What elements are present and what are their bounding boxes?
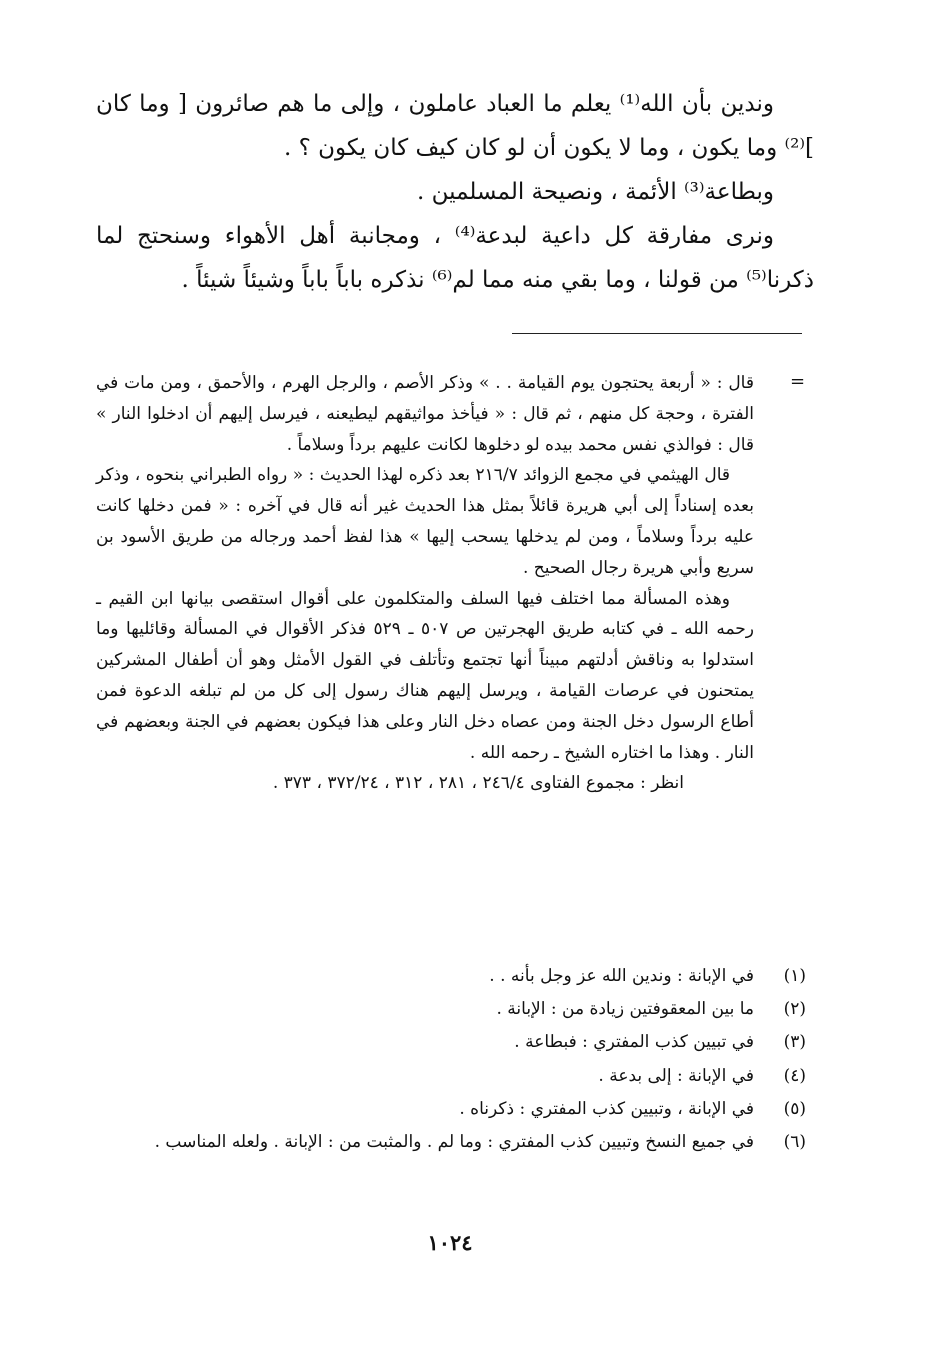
footnote-item <box>96 1093 810 1126</box>
footnote-item <box>96 993 810 1026</box>
footnote-text: في الإبانة : إلى بدعة . <box>598 1065 754 1086</box>
footnote-separator <box>512 333 802 334</box>
footnote-item <box>96 1060 810 1093</box>
main-text <box>96 82 814 302</box>
footnote-number: (٤) <box>783 1065 806 1086</box>
footnote-text: ما بين المعقوفتين زيادة من : الإبانة . <box>496 999 754 1020</box>
note-paragraph: قال الهيثمي في مجمع الزوائد ٢١٦/٧ بعد ذكره لهذا الحديث : « رواه الطبراني بنحوه ، وذكر بعده إسناداً إلى أبي هريرة قائلاً بمثل هذا الحديث غير أنه قال في آخره : « فمن دخلها كانت عليه برداً وسلاماً ، ومن لم يدخلها يسحب إليها » هذا لفظ أحمد ورجاله من طريق الأسود بن سريع وأبي هريرة رجال الصحيح . <box>96 465 754 578</box>
footnote-text: في جميع النسخ وتبيين كذب المفتري : وما لم . والمثبت من : الإبانة . ولعله المناسب . <box>154 1132 754 1153</box>
footnote-item <box>96 960 810 993</box>
footnote-number: (٢) <box>783 999 806 1020</box>
footnote-item <box>96 1026 810 1059</box>
main-paragraph: ونرى مفارقة كل داعية لبدعة⁽⁴⁾ ، ومجانبة أهل الأهواء وسنحتج لما ذكرنا⁽⁵⁾ من قولنا ، وما بقي منه مما لم⁽⁶⁾ نذكره باباً باباً وشيئاً شيئاً . <box>96 223 814 293</box>
note-see-also: انظر : مجموع الفتاوى ٢٤٦/٤ ، ٢٨١ ، ٣١٢ ، ٣٧٢/٢٤ ، ٣٧٣ . <box>272 773 684 794</box>
footnote-number: (٣) <box>783 1032 806 1053</box>
footnote-list <box>96 960 810 1159</box>
note-paragraph: وهذه المسألة مما اختلف فيها السلف والمتكلمون على أقوال استقصى بيانها ابن القيم ـ رحمه الله ـ في كتابه طريق الهجرتين ص ٥٠٧ ـ ٥٢٩ فذكر الأقوال في المسألة وقائليها وما استدلوا به وناقش أدلتهم مبيناً أنها تجتمع وتأتلف في القول الأمثل وهو أن أطفال المشركين يمتحنون في عرصات القيامة ، ويرسل إليهم هناك رسول إلى كل من لم تبلغه الدعوة فمن أطاع الرسول دخل الجنة ومن عصاه دخل النار وعلى هذا فيكون بعضهم في الجنة وبعضهم في النار . وهذا ما اختاره الشيخ ـ رحمه الله . <box>96 588 754 763</box>
footnote-number: (٦) <box>783 1132 806 1153</box>
footnote-number: (١) <box>783 966 806 986</box>
note-paragraph: قال : « أربعة يحتجون يوم القيامة . . » وذكر الأصم ، والرجل الهرم ، والأحمق ، ومن مات في الفترة ، وحجة كل منهم ، ثم قال : « فيأخذ مواثيقهم ليطيعنه ، فيرسل إليهم أن ادخلوا النار » قال : فوالذي نفس محمد بيده لو دخلوها لكانت عليهم برداً وسلاماً . <box>96 373 754 455</box>
footnote-item <box>96 1126 810 1159</box>
footnote-text: في الإبانة : وندين الله عز وجل بأنه . . <box>489 966 754 986</box>
main-paragraph: وندين بأن الله⁽¹⁾ يعلم ما العباد عاملون ، وإلى ما هم صائرون [ وما كان ]⁽²⁾ وما يكون ، وما لا يكون أن لو كان كيف كان يكون ؟ . <box>96 91 814 161</box>
footnote-number: (٥) <box>783 1098 806 1119</box>
footnote-text: في تبيين كذب المفتري : فبطاعة . <box>514 1032 754 1053</box>
main-paragraph: وبطاعة⁽³⁾ الأئمة ، ونصيحة المسلمين . <box>417 179 774 205</box>
footnote-text: في الإبانة ، وتبيين كذب المفتري : ذكرناه . <box>459 1098 754 1119</box>
continuation-mark: = <box>790 371 806 392</box>
footnote-continuation <box>96 368 754 799</box>
page-number: ١٠٢٤ <box>427 1230 473 1255</box>
